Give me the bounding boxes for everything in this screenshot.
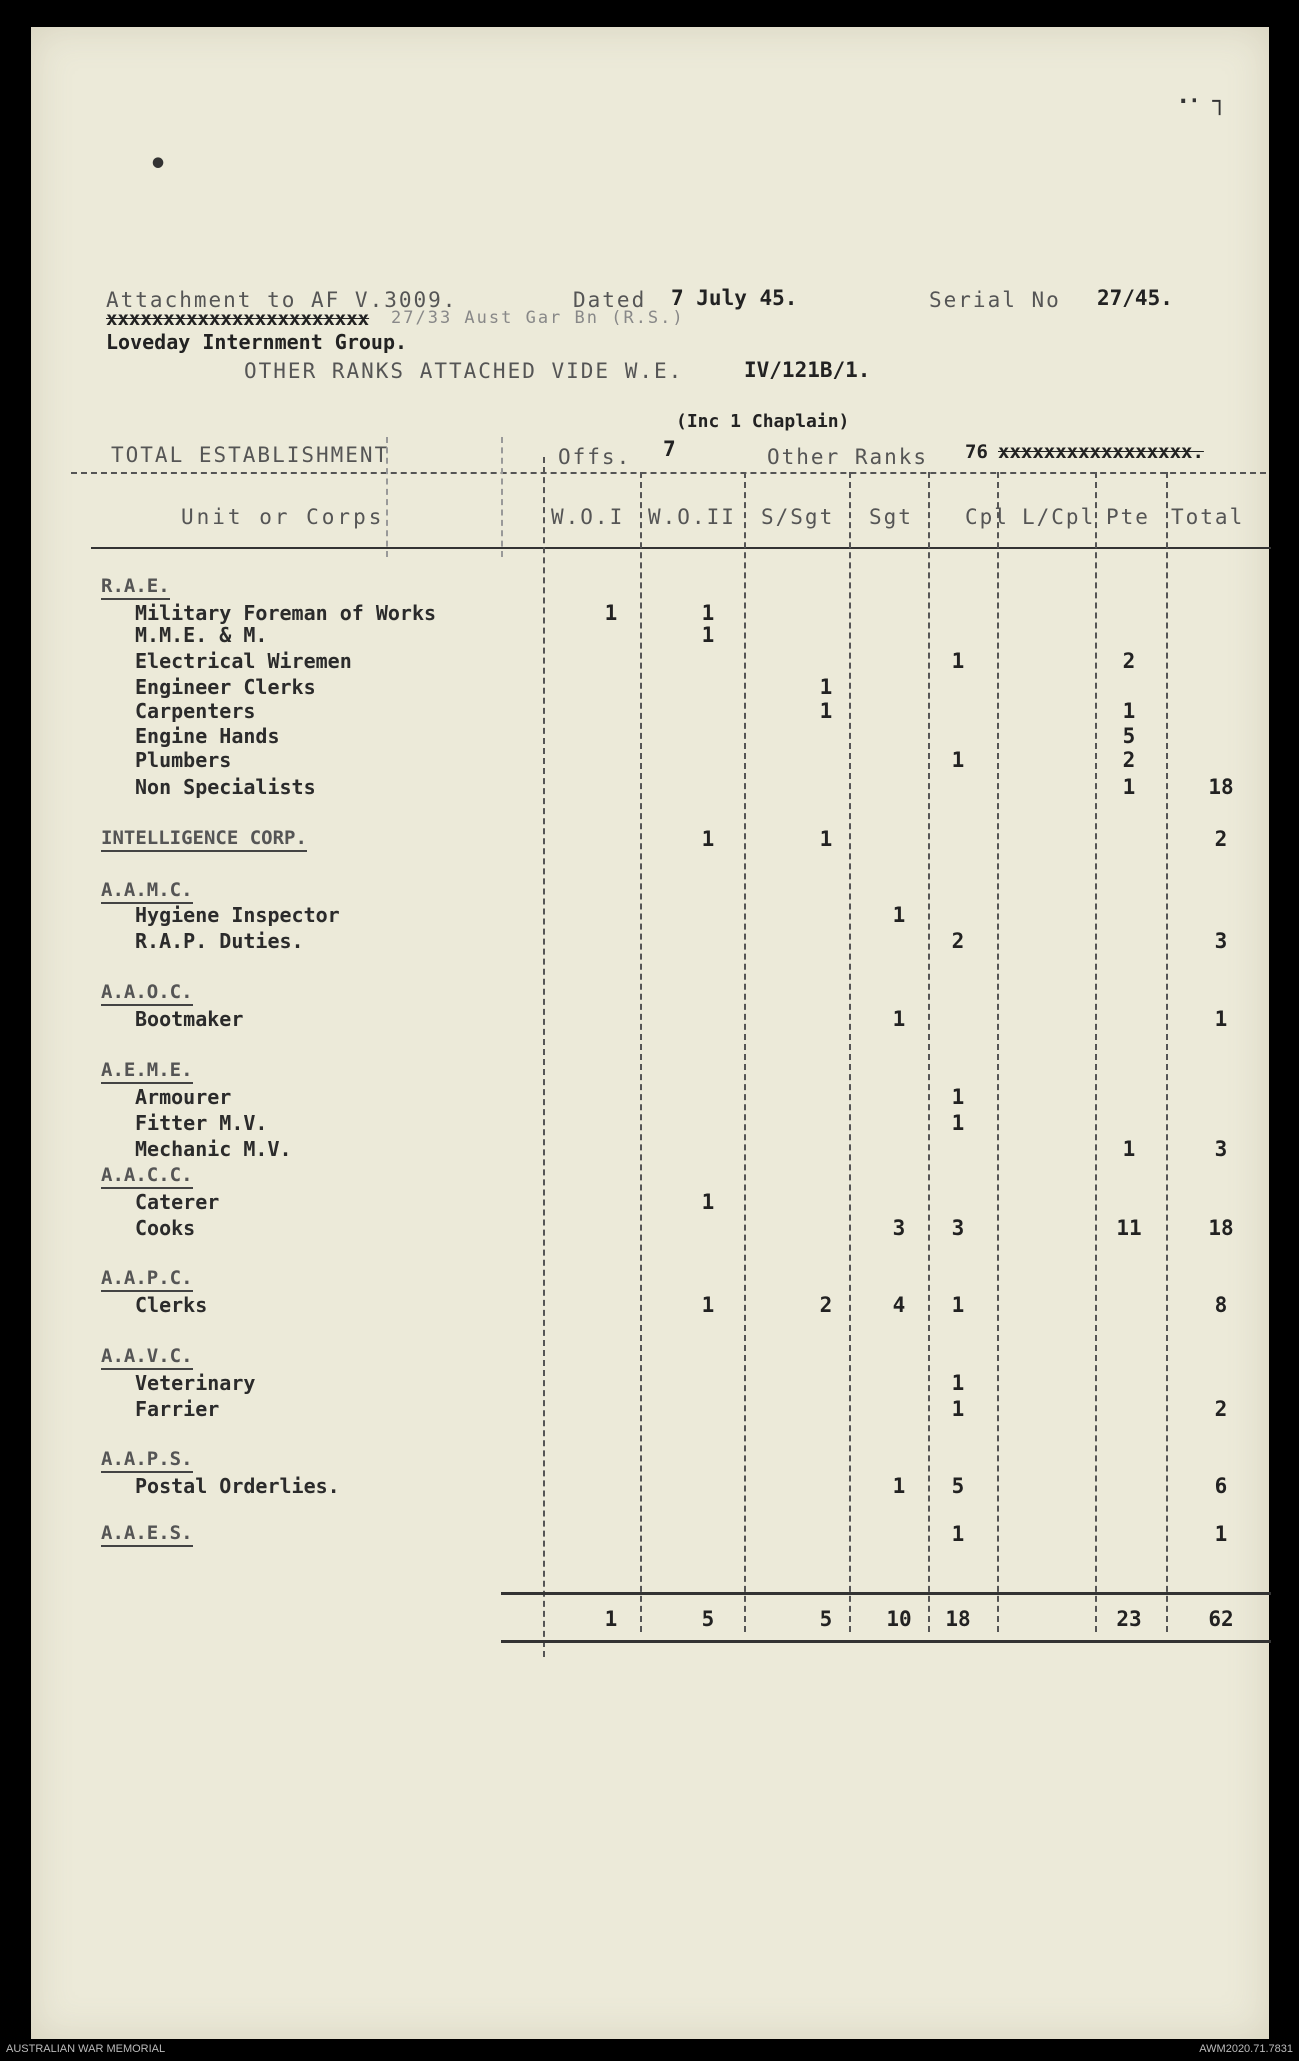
row-label: Carpenters [135,699,256,723]
col-divider [744,472,746,1632]
row-label: Fitter M.V. [135,1111,268,1135]
cell-cpl: 5 [951,1474,965,1498]
footer-left: AUSTRALIAN WAR MEMORIAL [6,2043,166,2055]
establishment-label: TOTAL ESTABLISHMENT [111,443,390,467]
col-woii: W.O.II [648,505,736,529]
document-page [31,27,1269,2039]
total-sgt: 10 [886,1607,912,1631]
col-divider [1095,472,1097,1632]
col-divider [501,437,503,557]
cell-cpl: 1 [951,1293,965,1317]
struck-unit: 27/33 Aust Gar Bn (R.S.) [391,308,685,328]
cell-woi: 1 [604,601,618,625]
totals-rule-top [501,1592,1271,1595]
serial-label: Serial No [929,288,1061,312]
header-rule-top [71,472,1266,474]
totals-rule-bottom [501,1640,1271,1643]
total-ssgt: 5 [819,1607,833,1631]
ink-mark: ·‧ ┐ [1176,87,1227,115]
corps-heading: A.A.P.C. [101,1267,193,1292]
row-label: Electrical Wiremen [135,649,352,673]
row-label: Military Foreman of Works [135,601,437,625]
cell-cpl: 1 [951,1085,965,1109]
col-divider [1166,472,1168,1632]
cell-pte: 11 [1116,1216,1142,1240]
row-label: Engine Hands [135,724,280,748]
cell-pte: 2 [1122,649,1136,673]
col-sgt: Sgt [869,505,913,529]
cell-total: 3 [1214,929,1228,953]
date-value: 7 July 45. [671,286,798,310]
col-pte: Pte [1106,505,1150,529]
corps-heading: INTELLIGENCE CORP. [101,827,307,852]
cell-cpl: 2 [951,929,965,953]
col-total: Total [1171,505,1245,529]
col-divider [997,472,999,1632]
cell-total: 2 [1214,1397,1228,1421]
footer-right: AWM2020.71.7831 [1199,2043,1293,2055]
col-woi: W.O.I [551,505,625,529]
row-label: R.A.P. Duties. [135,929,304,953]
cell-sgt: 1 [892,1474,906,1498]
cell-pte: 1 [1122,699,1136,723]
cell-cpl: 3 [951,1216,965,1240]
cell-cpl: 1 [951,748,965,772]
col-lcpl: L/Cpl [1022,505,1096,529]
col-divider [640,472,642,1632]
offs-value: 7 [663,437,676,461]
serial-value: 27/45. [1097,286,1173,310]
corps-heading: A.E.M.E. [101,1059,193,1084]
we-reference: IV/121B/1. [744,358,871,382]
struck-line: xxxxxxxxxxxxxxxxxxxxxxx [106,308,370,330]
row-label: Engineer Clerks [135,675,316,699]
total-cpl: 18 [945,1607,971,1631]
corps-heading: A.A.O.C. [101,981,193,1006]
cell-sgt: 3 [892,1216,906,1240]
col-divider [928,472,930,1632]
row-label: Veterinary [135,1371,256,1395]
cell-pte: 2 [1122,748,1136,772]
cell-ssgt: 1 [819,675,833,699]
row-label: Postal Orderlies. [135,1474,340,1498]
row-label: Farrier [135,1397,220,1421]
corps-heading: A.A.V.C. [101,1345,193,1370]
col-divider [849,472,851,1632]
cell-total: 1 [1214,1522,1228,1546]
row-label: Plumbers [135,748,232,772]
offs-label: Offs. [558,445,632,469]
attachment-line: Attachment to AF V.3009. [106,288,458,312]
cell-total: 1 [1214,1007,1228,1031]
cell-cpl: 1 [951,649,965,673]
row-label: Clerks [135,1293,208,1317]
cell-sgt: 1 [892,1007,906,1031]
cell-total: 8 [1214,1293,1228,1317]
cell-cpl: 1 [951,1111,965,1135]
row-label: Bootmaker [135,1007,244,1031]
col-divider [386,437,388,557]
row-label: Non Specialists [135,775,316,799]
cell-sgt: 4 [892,1293,906,1317]
cell-total: 2 [1214,827,1228,851]
row-label: Caterer [135,1190,220,1214]
corps-heading: A.A.M.C. [101,879,193,904]
other-ranks-label: Other Ranks [767,445,929,469]
cell-total: 6 [1214,1474,1228,1498]
total-woii: 5 [701,1607,715,1631]
col-ssgt: S/Sgt [761,505,835,529]
row-label: Hygiene Inspector [135,903,340,927]
total-woi: 1 [604,1607,618,1631]
cell-cpl: 1 [951,1522,965,1546]
col-divider [543,457,545,1657]
subtitle: OTHER RANKS ATTACHED VIDE W.E. [244,359,684,383]
other-ranks-value: 76 [965,441,988,463]
group-name: Loveday Internment Group. [106,330,408,354]
corps-heading: R.A.E. [101,575,170,600]
cell-total: 18 [1208,1216,1234,1240]
cell-pte: 1 [1122,1137,1136,1161]
cell-cpl: 1 [951,1397,965,1421]
struck-text: xxxxxxxxxxxxxxxxx. [998,441,1204,463]
cell-woii: 1 [701,1293,715,1317]
total-total: 62 [1208,1607,1234,1631]
cell-ssgt: 1 [819,699,833,723]
row-label: M.M.E. & M. [135,623,268,647]
row-label: Mechanic M.V. [135,1137,292,1161]
cell-pte: 5 [1122,724,1136,748]
row-label: Armourer [135,1085,232,1109]
header-rule-bottom [91,547,1271,549]
cell-ssgt: 1 [819,827,833,851]
cell-woii: 1 [701,601,715,625]
cell-ssgt: 2 [819,1293,833,1317]
chaplain-note: (Inc 1 Chaplain) [676,411,850,432]
cell-woii: 1 [701,1190,715,1214]
col-unit: Unit or Corps [181,505,385,529]
cell-total: 3 [1214,1137,1228,1161]
cell-sgt: 1 [892,903,906,927]
dated-label: Dated [573,288,647,312]
total-pte: 23 [1116,1607,1142,1631]
cell-total: 18 [1208,775,1234,799]
ink-blot: • [149,147,168,182]
corps-heading: A.A.C.C. [101,1164,193,1189]
col-cpl: Cpl [965,505,1009,529]
corps-heading: A.A.E.S. [101,1522,193,1547]
row-label: Cooks [135,1216,196,1240]
corps-heading: A.A.P.S. [101,1448,193,1473]
cell-woii: 1 [701,623,715,647]
cell-woii: 1 [701,827,715,851]
cell-cpl: 1 [951,1371,965,1395]
cell-pte: 1 [1122,775,1136,799]
